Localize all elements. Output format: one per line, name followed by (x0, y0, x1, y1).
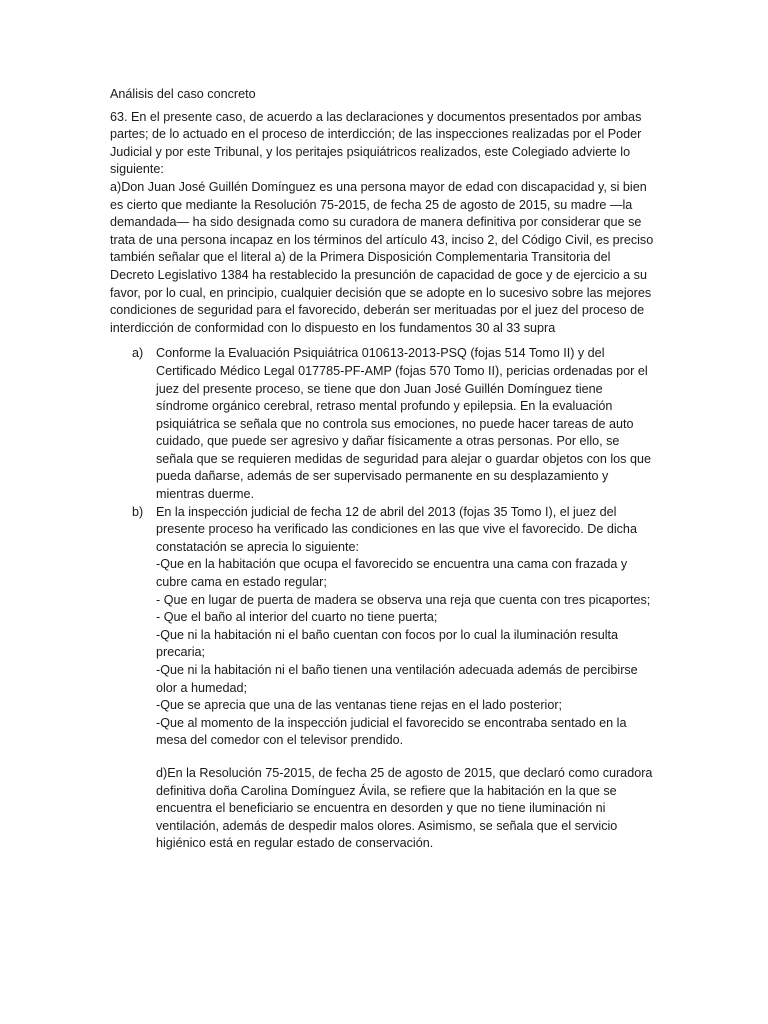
list-item-text: Conforme la Evaluación Psiquiátrica 010613-2013-PSQ (fojas 514 Tomo II) y del Certificado Médico Legal 017785-PF-AMP (fojas 570 Tomo II), pericias ordenadas por el juez del presente proceso, se tiene que don Juan José Guillén Domínguez tiene síndrome orgánico cerebral, retraso mental profundo y epilepsia. En la evaluación psiquiátrica se señala que no controla sus emociones, no puede hacer tareas de auto cuidado, que puede ser agresivo y dañar físicamente a otras personas. Por ello, se señala que se requieren medidas de seguridad para alejar o guardar objetos con los que pueda dañarse, además de ser supervisado permanente en su desplazamiento y mientras duerme. (156, 346, 651, 502)
finding-line: -Que en la habitación que ocupa el favorecido se encuentra una cama con frazada y cubre cama en estado regular; (156, 557, 628, 590)
finding-line: -Que ni la habitación ni el baño cuentan con focos por lo cual la iluminación resulta precaria; (156, 627, 619, 660)
list-item-b (110, 504, 658, 750)
finding-line: - Que el baño al interior del cuarto no tiene puerta; (156, 610, 438, 625)
paragraph-a-intro: a)Don Juan José Guillén Domínguez es una persona mayor de edad con discapacidad y, si bien es cierto que mediante la Resolución 75-2015, de fecha 25 de agosto de 2015, su madre —la demandada— ha sido designada como su curadora de manera definitiva por considerar que se trata de una persona incapaz en los términos del artículo 43, inciso 2, del Código Civil, es preciso también señalar que el literal a) de la Primera Disposición Complementaria Transitoria del Decreto Legislativo 1384 ha restablecido la presunción de capacidad de goce y de ejercicio a su favor, por lo cual, en principio, cualquier decisión que se adopte en lo sucesivo sobre las mejores condiciones de seguridad para el favorecido, deberán ser merituadas por el juez del proceso de interdicción de conformidad con lo dispuesto en los fundamentos 30 al 33 supra (110, 179, 654, 335)
finding-line: -Que ni la habitación ni el baño tienen una ventilación adecuada además de percibirse olor a humedad; (156, 663, 638, 695)
numbered-list (110, 345, 658, 750)
list-item-text: En la inspección judicial de fecha 12 de abril del 2013 (fojas 35 Tomo I), el juez del presente proceso ha verificado las condiciones en las que vive el favorecido. De dicha constatación se aprecia lo siguiente: (156, 504, 637, 554)
section-heading: Análisis del caso concreto (110, 87, 256, 101)
document-page (110, 86, 658, 853)
finding-line: -Que al momento de la inspección judicial el favorecido se encontraba sentado en la mesa del comedor con el televisor prendido. (156, 715, 627, 748)
list-item-a (110, 345, 658, 503)
finding-line: - Que en lugar de puerta de madera se observa una reja que cuenta con tres picaportes; (156, 592, 651, 607)
list-marker: b) (132, 504, 144, 519)
list-marker: a) (132, 346, 144, 361)
finding-line: -Que se aprecia que una de las ventanas tiene rejas en el lado posterior; (156, 698, 563, 713)
paragraph-63: 63. En el presente caso, de acuerdo a las declaraciones y documentos presentados por ambas partes; de lo actuado en el proceso de interdicción; de las inspecciones realizadas por el Poder Judicial y por este Tribunal, y los peritajes psiquiátricos realizados, este Colegiado advierte lo siguiente: (110, 109, 642, 177)
paragraph-d: d)En la Resolución 75-2015, de fecha 25 de agosto de 2015, que declaró como curadora definitiva doña Carolina Domínguez Ávila, se refiere que la habitación en la que se encuentra el beneficiario se encuentra en desorden y que no tiene iluminación ni ventilación, además de despedir malos olores. Asimismo, se señala que el servicio higiénico está en regular estado de conservación. (156, 765, 653, 851)
paragraph-spacer (110, 750, 658, 765)
